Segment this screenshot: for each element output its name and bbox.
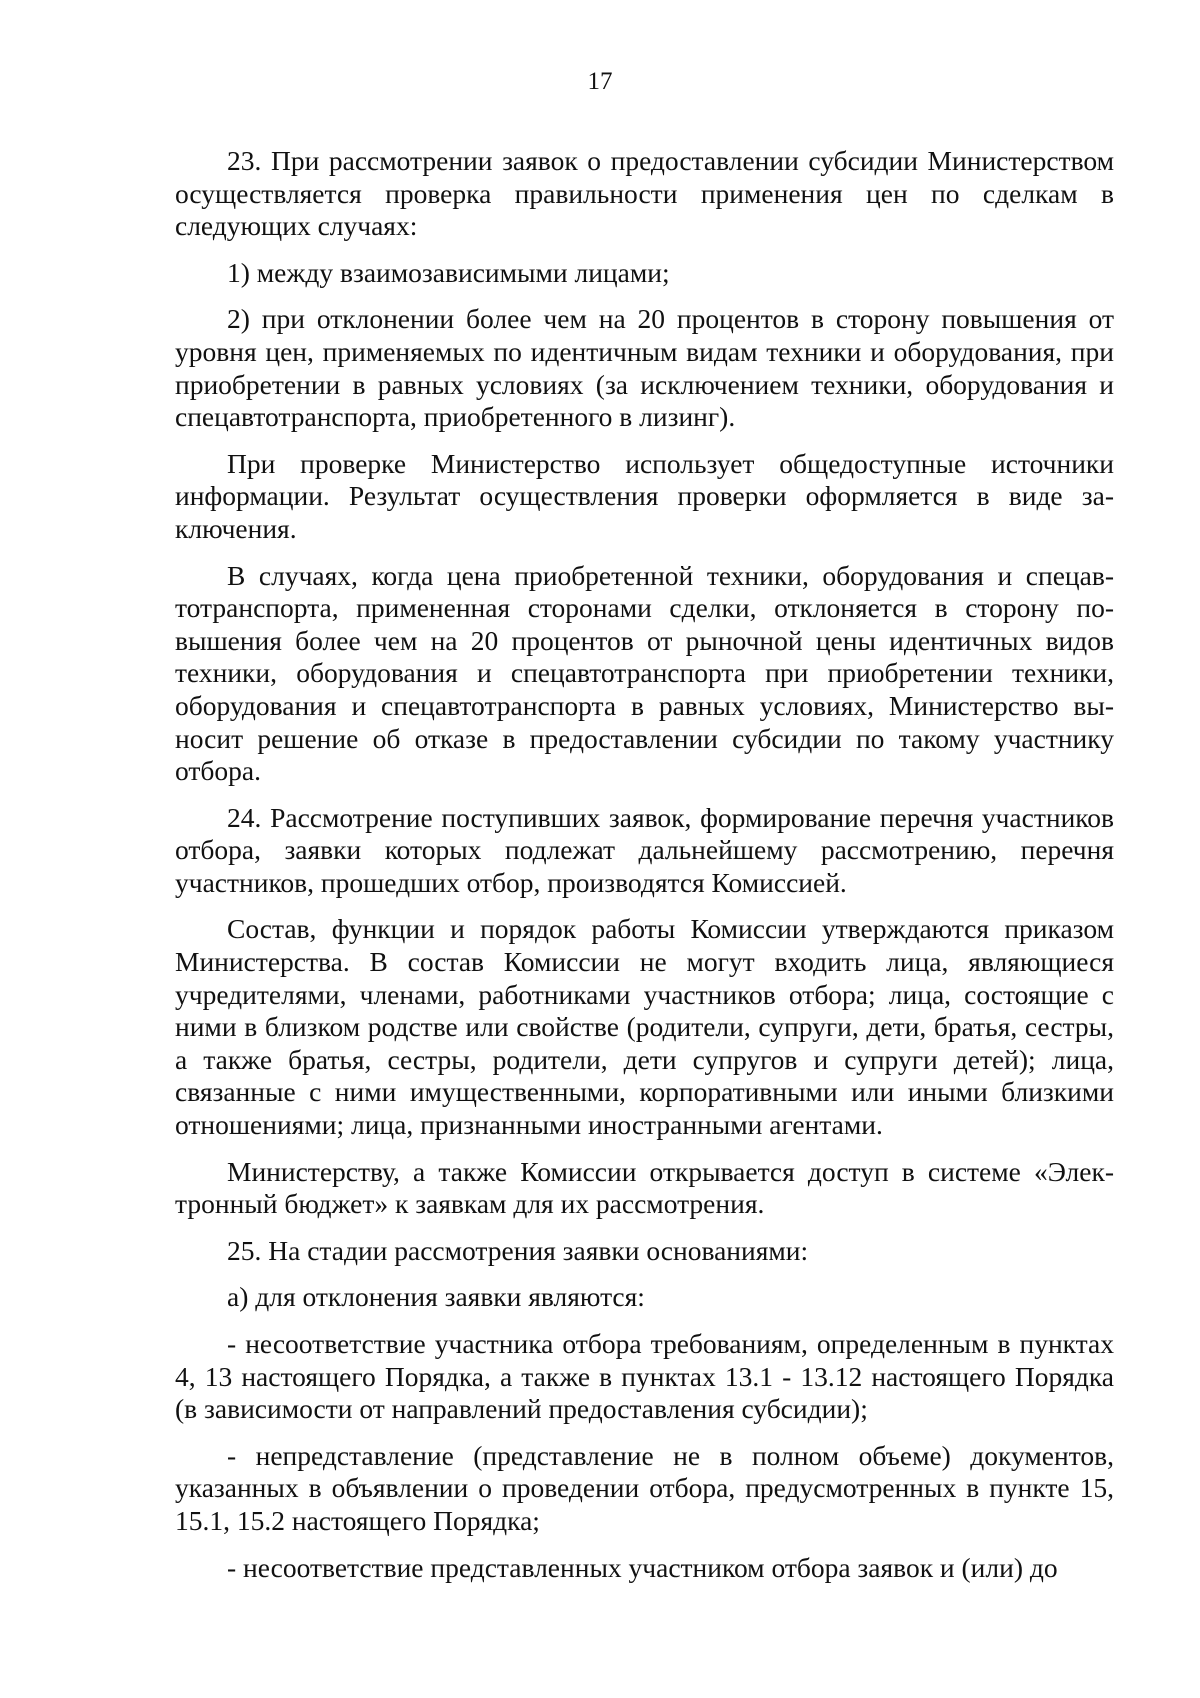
paragraph-check-sources: При проверке Министерство использует общедоступные источники информации. Результат осуществления проверки оформляется в виде заключения. <box>175 447 1114 544</box>
paragraph-25: 25. На стадии рассмотрения заявки основаниями: <box>227 1234 809 1266</box>
document-body <box>175 145 1114 1598</box>
paragraph-24: 24. Рассмотрение поступивших заявок, формирование перечня участников отбора, заявки которых подлежат дальнейшему рассмотрению, перечня участников, прошедших отбор, производятся Комиссией. <box>175 801 1114 898</box>
paragraph-price-deviation: В случаях, когда цена приобретенной техники, оборудования и спецавтотранспорта, примененная сторонами сделки, отклоняется в сторону повышения более чем на 20 процентов от рыночной цены идентичных видов техники, оборудования и спецавтотранспорта при приобретении техники, оборудования и спецавтотранспорта в равных условиях, Министерство выносит решение об отказе в предоставлении субсидии по такому участнику отбора. <box>175 559 1114 787</box>
list-item-mismatch: - несоответствие представленных участником отбора заявок и (или) до <box>227 1551 1058 1583</box>
list-item-requirements: - несоответствие участника отбора требованиям, определенным в пунктах 4, 13 настоящего Порядка, а также в пунктах 13.1 - 13.12 настоящего Порядка (в зависимости от направлений предоставления субсидии); <box>175 1328 1114 1425</box>
paragraph-23-item-1: 1) между взаимозависимыми лицами; <box>227 256 670 288</box>
paragraph-23-intro: 23. При рассмотрении заявок о предоставлении субсидии Министерством осуществляется проверка правильности применения цен по сделкам в следующих случаях: <box>175 145 1114 242</box>
page-number: 17 <box>587 68 613 95</box>
paragraph-23-item-2: 2) при отклонении более чем на 20 процентов в сторону повышения от уровня цен, применяемых по идентичным видам техники и оборудования, при приобретении в равных условиях (за исключением техники, оборудования и спецавтотранспорта, приобретенного в лизинг). <box>175 303 1114 433</box>
paragraph-25-a: а) для отклонения заявки являются: <box>227 1281 645 1313</box>
paragraph-commission-composition: Состав, функции и порядок работы Комиссии утверждаются приказом Министерства. В состав Комиссии не могут входить лица, являющиеся учредителями, членами, работниками участников отбора; лица, состоящие с ними в близком родстве или свойстве (родители, супруги, дети, братья, сестры, а также братья, сестры, родители, дети супругов и супруги детей); лица, связанные с ними имущественными, корпоративными или иными близкими отношениями; лица, признанными иностранными агентами. <box>175 913 1114 1141</box>
paragraph-electronic-budget: Министерству, а также Комиссии открывается доступ в системе «Электронный бюджет» к заявкам для их рассмотрения. <box>175 1155 1114 1220</box>
list-item-documents: - непредставление (представление не в полном объеме) документов, указанных в объявлении о проведении отбора, предусмотренных в пункте 15, 15.1, 15.2 настоящего Порядка; <box>175 1439 1114 1536</box>
